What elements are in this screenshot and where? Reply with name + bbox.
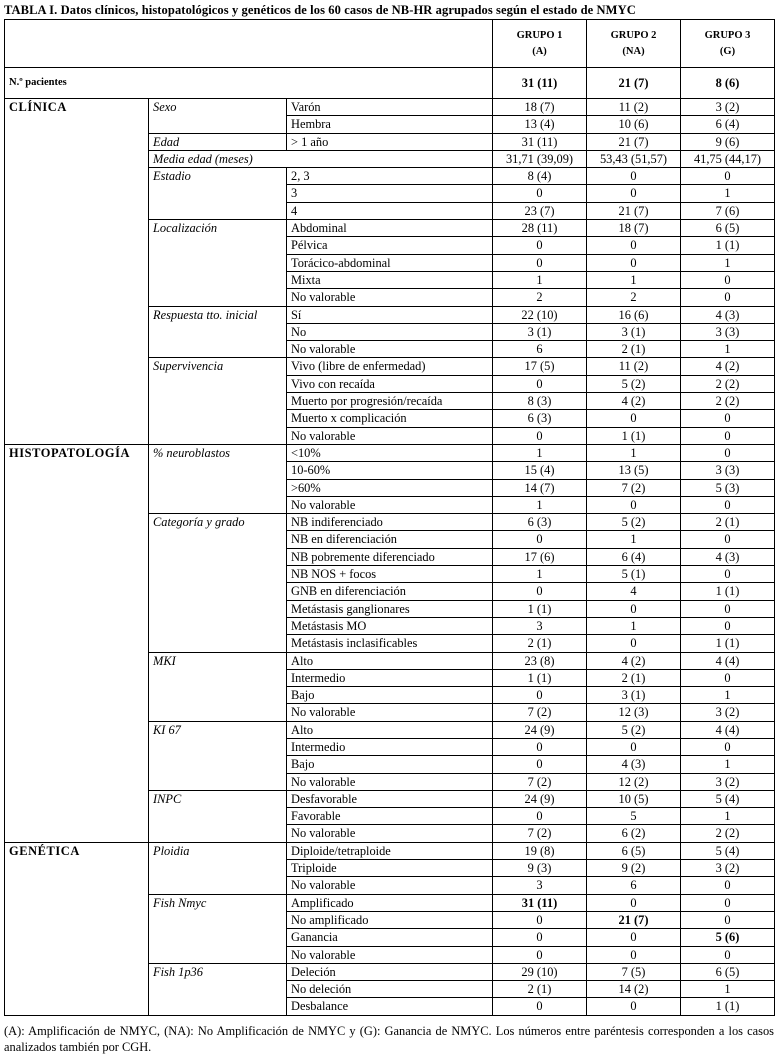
- value-cell: 24 (9): [493, 790, 587, 807]
- value-cell: 10 (6): [587, 116, 681, 133]
- category-label: >60%: [287, 479, 493, 496]
- value-cell: 5 (6): [681, 929, 775, 946]
- category-label: No valorable: [287, 496, 493, 513]
- value-cell: 1 (1): [493, 600, 587, 617]
- value-cell: 0: [681, 738, 775, 755]
- value-cell: 18 (7): [493, 99, 587, 116]
- value-cell: 0: [587, 635, 681, 652]
- category-label: <10%: [287, 444, 493, 461]
- variable-label: Ploidia: [149, 842, 287, 894]
- category-label: Pélvica: [287, 237, 493, 254]
- value-cell: 21 (7): [587, 133, 681, 150]
- value-cell: 53,43 (51,57): [587, 150, 681, 167]
- category-label: NB indiferenciado: [287, 514, 493, 531]
- value-cell: 6: [493, 341, 587, 358]
- value-cell: 23 (8): [493, 652, 587, 669]
- value-cell: 0: [493, 254, 587, 271]
- variable-label: Estadio: [149, 168, 287, 220]
- category-label: NB en diferenciación: [287, 531, 493, 548]
- value-cell: 4 (3): [681, 306, 775, 323]
- value-cell: 6: [587, 877, 681, 894]
- value-cell: 0: [587, 998, 681, 1015]
- value-cell: 5 (4): [681, 842, 775, 859]
- data-table: [4, 19, 775, 1016]
- value-cell: 4 (2): [587, 652, 681, 669]
- value-cell: 2: [493, 289, 587, 306]
- table-row: [5, 842, 775, 859]
- value-cell: 31 (11): [493, 133, 587, 150]
- value-cell: 3 (3): [681, 323, 775, 340]
- category-label: No valorable: [287, 341, 493, 358]
- value-cell: 6 (5): [681, 220, 775, 237]
- section-label: CLÍNICA: [5, 99, 149, 445]
- value-cell: 8 (3): [493, 393, 587, 410]
- value-cell: 0: [493, 998, 587, 1015]
- category-label: Intermedio: [287, 738, 493, 755]
- header-blank-cell: [5, 20, 493, 68]
- value-cell: 9 (2): [587, 860, 681, 877]
- category-label: Ganancia: [287, 929, 493, 946]
- category-label: Muerto por progresión/recaída: [287, 393, 493, 410]
- value-cell: 0: [587, 894, 681, 911]
- category-label: Hembra: [287, 116, 493, 133]
- patients-value: 21 (7): [587, 68, 681, 99]
- group-name: GRUPO 1: [516, 29, 563, 41]
- category-label: 2, 3: [287, 168, 493, 185]
- value-cell: 0: [587, 254, 681, 271]
- value-cell: 4 (2): [681, 358, 775, 375]
- category-label: Metástasis ganglionares: [287, 600, 493, 617]
- value-cell: 0: [681, 531, 775, 548]
- value-cell: 0: [493, 237, 587, 254]
- table-row: [5, 99, 775, 116]
- value-cell: 1 (1): [587, 427, 681, 444]
- value-cell: 0: [493, 185, 587, 202]
- group-3-header: [681, 20, 775, 68]
- value-cell: 0: [493, 808, 587, 825]
- category-label: Desfavorable: [287, 790, 493, 807]
- value-cell: 3: [493, 617, 587, 634]
- variable-label: Supervivencia: [149, 358, 287, 444]
- category-label: Varón: [287, 99, 493, 116]
- category-label: No valorable: [287, 427, 493, 444]
- value-cell: 12 (2): [587, 773, 681, 790]
- variable-label: Respuesta tto. inicial: [149, 306, 287, 358]
- value-cell: 5 (2): [587, 375, 681, 392]
- value-cell: 6 (2): [587, 825, 681, 842]
- value-cell: 1: [493, 271, 587, 288]
- value-cell: 1: [587, 617, 681, 634]
- category-label: Alto: [287, 721, 493, 738]
- value-cell: 6 (3): [493, 514, 587, 531]
- value-cell: 4 (3): [681, 548, 775, 565]
- value-cell: 1 (1): [681, 635, 775, 652]
- table-title: TABLA I. Datos clínicos, histopatológicos y genéticos de los 60 casos de NB-HR agrupados según el estado de NMYC: [4, 3, 636, 17]
- value-cell: 13 (5): [587, 462, 681, 479]
- category-label: Abdominal: [287, 220, 493, 237]
- category-label: Mixta: [287, 271, 493, 288]
- category-label: No valorable: [287, 946, 493, 963]
- category-label: 3: [287, 185, 493, 202]
- value-cell: 2 (1): [587, 669, 681, 686]
- value-cell: 0: [681, 946, 775, 963]
- value-cell: 2 (1): [681, 514, 775, 531]
- value-cell: 7 (2): [493, 773, 587, 790]
- value-cell: 1: [493, 566, 587, 583]
- value-cell: 12 (3): [587, 704, 681, 721]
- value-cell: 0: [681, 669, 775, 686]
- value-cell: 7 (2): [587, 479, 681, 496]
- value-cell: 3 (1): [493, 323, 587, 340]
- variable-label: MKI: [149, 652, 287, 721]
- value-cell: 0: [493, 687, 587, 704]
- value-cell: 2 (2): [681, 393, 775, 410]
- patients-row: [5, 68, 775, 99]
- variable-label: Localización: [149, 220, 287, 306]
- value-cell: 2 (1): [587, 341, 681, 358]
- value-cell: 0: [493, 583, 587, 600]
- value-cell: 21 (7): [587, 911, 681, 928]
- category-label: 10-60%: [287, 462, 493, 479]
- value-cell: 0: [681, 600, 775, 617]
- category-label: Triploide: [287, 860, 493, 877]
- category-label: No: [287, 323, 493, 340]
- value-cell: 0: [493, 531, 587, 548]
- section-label: HISTOPATOLOGÍA: [5, 444, 149, 842]
- value-cell: 4 (3): [587, 756, 681, 773]
- value-cell: 3 (2): [681, 773, 775, 790]
- category-label: No valorable: [287, 825, 493, 842]
- category-label: Muerto x complicación: [287, 410, 493, 427]
- value-cell: 11 (2): [587, 99, 681, 116]
- category-label: Vivo con recaída: [287, 375, 493, 392]
- patients-value: 31 (11): [493, 68, 587, 99]
- variable-label: Categoría y grado: [149, 514, 287, 652]
- value-cell: 3 (2): [681, 860, 775, 877]
- category-label: > 1 año: [287, 133, 493, 150]
- value-cell: 0: [681, 289, 775, 306]
- group-code: (A): [532, 45, 547, 57]
- variable-label: INPC: [149, 790, 287, 842]
- value-cell: 23 (7): [493, 202, 587, 219]
- patients-label: N.º pacientes: [5, 68, 493, 99]
- value-cell: 0: [493, 375, 587, 392]
- value-cell: 10 (5): [587, 790, 681, 807]
- value-cell: 28 (11): [493, 220, 587, 237]
- variable-label: % neuroblastos: [149, 444, 287, 513]
- value-cell: 9 (6): [681, 133, 775, 150]
- section-label: GENÉTICA: [5, 842, 149, 1015]
- value-cell: 0: [587, 929, 681, 946]
- value-cell: 19 (8): [493, 842, 587, 859]
- category-label: No valorable: [287, 704, 493, 721]
- value-cell: 0: [681, 894, 775, 911]
- value-cell: 41,75 (44,17): [681, 150, 775, 167]
- value-cell: 5 (4): [681, 790, 775, 807]
- value-cell: 0: [493, 946, 587, 963]
- value-cell: 5 (1): [587, 566, 681, 583]
- value-cell: 5 (2): [587, 514, 681, 531]
- value-cell: 2 (2): [681, 375, 775, 392]
- value-cell: 1: [587, 271, 681, 288]
- variable-label: Edad: [149, 133, 287, 150]
- category-label: Alto: [287, 652, 493, 669]
- value-cell: 3: [493, 877, 587, 894]
- value-cell: 0: [681, 911, 775, 928]
- value-cell: 0: [681, 617, 775, 634]
- value-cell: 16 (6): [587, 306, 681, 323]
- category-label: Bajo: [287, 687, 493, 704]
- value-cell: 1 (1): [681, 583, 775, 600]
- value-cell: 4: [587, 583, 681, 600]
- value-cell: 8 (4): [493, 168, 587, 185]
- value-cell: 1 (1): [681, 998, 775, 1015]
- category-label: No deleción: [287, 981, 493, 998]
- value-cell: 0: [681, 410, 775, 427]
- value-cell: 9 (3): [493, 860, 587, 877]
- value-cell: 14 (2): [587, 981, 681, 998]
- value-cell: 5: [587, 808, 681, 825]
- value-cell: 0: [587, 600, 681, 617]
- variable-label: Sexo: [149, 99, 287, 134]
- header-row: [5, 20, 775, 68]
- group-1-header: [493, 20, 587, 68]
- table-row: [5, 444, 775, 461]
- category-label: GNB en diferenciación: [287, 583, 493, 600]
- value-cell: 6 (4): [681, 116, 775, 133]
- value-cell: 1: [493, 444, 587, 461]
- value-cell: 0: [681, 168, 775, 185]
- category-label: No amplificado: [287, 911, 493, 928]
- group-name: GRUPO 3: [704, 29, 751, 41]
- value-cell: 0: [681, 566, 775, 583]
- value-cell: 1: [681, 808, 775, 825]
- value-cell: 15 (4): [493, 462, 587, 479]
- value-cell: 31,71 (39,09): [493, 150, 587, 167]
- value-cell: 6 (4): [587, 548, 681, 565]
- value-cell: 0: [493, 756, 587, 773]
- value-cell: 0: [587, 168, 681, 185]
- value-cell: 1: [681, 185, 775, 202]
- value-cell: 1: [681, 341, 775, 358]
- value-cell: 7 (5): [587, 963, 681, 980]
- value-cell: 29 (10): [493, 963, 587, 980]
- value-cell: 7 (2): [493, 704, 587, 721]
- variable-label: KI 67: [149, 721, 287, 790]
- value-cell: 1 (1): [681, 237, 775, 254]
- category-label: NB NOS + focos: [287, 566, 493, 583]
- value-cell: 1: [587, 531, 681, 548]
- group-code: (G): [719, 45, 736, 57]
- value-cell: 2 (1): [493, 635, 587, 652]
- value-cell: 31 (11): [493, 894, 587, 911]
- group-code: (NA): [622, 45, 645, 57]
- category-label: Metástasis inclasificables: [287, 635, 493, 652]
- category-label: No valorable: [287, 877, 493, 894]
- value-cell: 0: [493, 929, 587, 946]
- value-cell: 0: [681, 877, 775, 894]
- category-label: NB pobremente diferenciado: [287, 548, 493, 565]
- value-cell: 1: [681, 756, 775, 773]
- value-cell: 0: [587, 410, 681, 427]
- value-cell: 0: [587, 237, 681, 254]
- category-label: Deleción: [287, 963, 493, 980]
- category-label: Metástasis MO: [287, 617, 493, 634]
- value-cell: 3 (3): [681, 462, 775, 479]
- value-cell: 6 (5): [587, 842, 681, 859]
- value-cell: 7 (2): [493, 825, 587, 842]
- value-cell: 0: [493, 738, 587, 755]
- category-label: Desbalance: [287, 998, 493, 1015]
- category-label: Favorable: [287, 808, 493, 825]
- value-cell: 2: [587, 289, 681, 306]
- value-cell: 0: [681, 496, 775, 513]
- value-cell: 1: [493, 496, 587, 513]
- value-cell: 4 (4): [681, 652, 775, 669]
- value-cell: 1: [587, 444, 681, 461]
- variable-label: Fish Nmyc: [149, 894, 287, 963]
- value-cell: 0: [587, 738, 681, 755]
- value-cell: 2 (1): [493, 981, 587, 998]
- value-cell: 2 (2): [681, 825, 775, 842]
- group-2-header: [587, 20, 681, 68]
- value-cell: 0: [587, 496, 681, 513]
- value-cell: 0: [493, 911, 587, 928]
- value-cell: 0: [493, 427, 587, 444]
- category-label: 4: [287, 202, 493, 219]
- value-cell: 24 (9): [493, 721, 587, 738]
- value-cell: 5 (3): [681, 479, 775, 496]
- footnote: (A): Amplificación de NMYC, (NA): No Amplificación de NMYC y (G): Ganancia de NMYC. Los números entre paréntesis corresponden a los casos analizados también por CGH.: [4, 1024, 774, 1054]
- value-cell: 21 (7): [587, 202, 681, 219]
- value-cell: 17 (6): [493, 548, 587, 565]
- category-label: Amplificado: [287, 894, 493, 911]
- value-cell: 6 (3): [493, 410, 587, 427]
- value-cell: 3 (1): [587, 687, 681, 704]
- category-label: Bajo: [287, 756, 493, 773]
- value-cell: 13 (4): [493, 116, 587, 133]
- group-name: GRUPO 2: [610, 29, 657, 41]
- value-cell: 0: [681, 444, 775, 461]
- value-cell: 22 (10): [493, 306, 587, 323]
- value-cell: 7 (6): [681, 202, 775, 219]
- variable-label: Fish 1p36: [149, 963, 287, 1015]
- value-cell: 0: [587, 946, 681, 963]
- category-label: Sí: [287, 306, 493, 323]
- value-cell: 1: [681, 254, 775, 271]
- value-cell: 1: [681, 981, 775, 998]
- category-label: No valorable: [287, 773, 493, 790]
- value-cell: 4 (2): [587, 393, 681, 410]
- category-label: Diploide/tetraploide: [287, 842, 493, 859]
- value-cell: 4 (4): [681, 721, 775, 738]
- value-cell: 1 (1): [493, 669, 587, 686]
- category-label: Intermedio: [287, 669, 493, 686]
- category-label: No valorable: [287, 289, 493, 306]
- variable-label: Media edad (meses): [149, 150, 493, 167]
- value-cell: 0: [681, 271, 775, 288]
- value-cell: 3 (2): [681, 99, 775, 116]
- value-cell: 3 (1): [587, 323, 681, 340]
- category-label: Vivo (libre de enfermedad): [287, 358, 493, 375]
- value-cell: 5 (2): [587, 721, 681, 738]
- value-cell: 6 (5): [681, 963, 775, 980]
- value-cell: 0: [587, 185, 681, 202]
- patients-value: 8 (6): [681, 68, 775, 99]
- value-cell: 11 (2): [587, 358, 681, 375]
- value-cell: 1: [681, 687, 775, 704]
- value-cell: 3 (2): [681, 704, 775, 721]
- value-cell: 17 (5): [493, 358, 587, 375]
- value-cell: 0: [681, 427, 775, 444]
- value-cell: 18 (7): [587, 220, 681, 237]
- category-label: Torácico-abdominal: [287, 254, 493, 271]
- value-cell: 14 (7): [493, 479, 587, 496]
